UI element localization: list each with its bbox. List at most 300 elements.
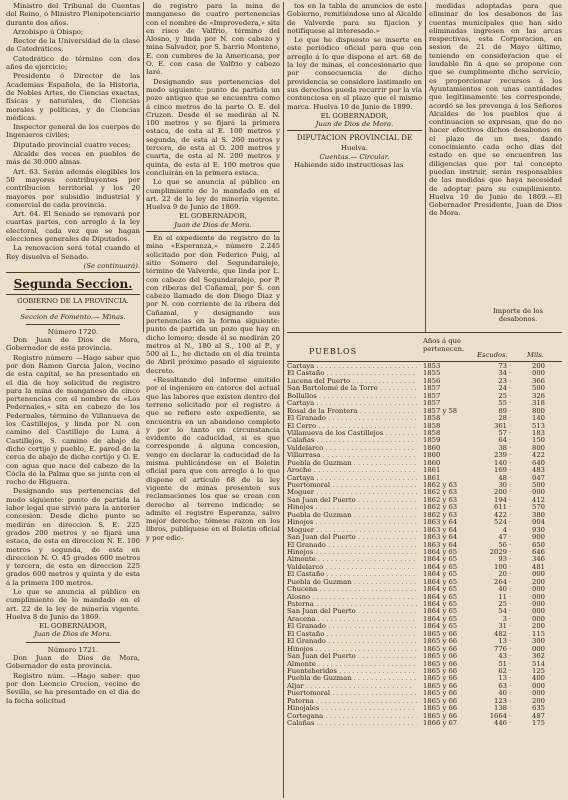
mils-cell: 000 (532, 585, 545, 594)
circular-line: Cuentas.— Circular. (319, 152, 390, 161)
leader-dot: · (509, 629, 512, 638)
signer-name: Juan de Dios de Mora. (174, 220, 252, 229)
pueblo-cell: Puebla de Guzman . . . (287, 512, 417, 519)
pueblo-cell: Almonte . . . (287, 661, 417, 668)
table-header (287, 307, 562, 362)
pueblo-cell: Cartaya . . . (287, 363, 417, 370)
column-rule (143, 2, 144, 332)
paragraph: Lo que se anuncia al público en cumplimiento de lo mandado en el art. 22 de la ley de minería vigente. Huelva 8 de Junio de 1869. (6, 588, 140, 621)
pueblo-cell: Hinojos . . . (287, 519, 417, 526)
escudos-cell: 40 (498, 585, 507, 594)
year-cell: 1858 (423, 430, 467, 437)
escudos-cell: 40 (498, 689, 507, 698)
mils-cell: 000 (532, 614, 545, 623)
divider (146, 231, 280, 232)
leader-dot: · (509, 414, 512, 423)
pueblo-cell: Villarrasa . . . (287, 452, 417, 459)
pueblo-cell: San Bartolomé de la Torre . . . (287, 385, 417, 392)
paragraph: Designando sus pertenencias del modo siguiente: punto de partida la labor legal que sirvió para la anterior concesion. Desde dicho punto se medirán en direccion S. E. 225 grados 200 metros y se fijará una estaca, de esta en direccion N. E. 100 metros y segunda, de esta en direccion N. O. 45 grados 600 metros y tercera, de esta en direccion 225 grados 600 metros y quinta y de esta á la primera 100 metros. (6, 487, 140, 587)
paragraph: «Resultando del informe emitido por el ingeniero en catorce del actual que las labores que existen dentro del terreno solicitado por el registro á que se refiere este expediente, se encuentra en un abandono completo y por lo tanto en circunstancia evidente de caducidad, si es que corresponde á alguna concesion, vengo en declarar la caducidad de la misma publicándose en el Boletin oficial para que con arreglo á lo que dispone el artículo 68 de la ley vigente de minas presenten sus reclamaciones los que se crean con derecho al terreno indicado; se admite el registro Esperanza, salvo mejor derecho; tómese razon en los libros, publíquese en el Boletin oficial y por edic- (146, 376, 280, 542)
paragraph: Arzobispo ú Obispo; (13, 27, 84, 36)
table-body (287, 363, 562, 727)
signer-title: EL GOBERNADOR, (39, 622, 107, 631)
section-title: Segunda Seccion. (13, 277, 133, 292)
year-cell: 1865 y 66 (423, 631, 467, 638)
paragraph: Presidente ó Director de las Academias Española, de la Historia, de Nobles Artes, de Ciencias exactas, físicas y naturales, de Ciencias morales y políticas, y de Ciencias médicas. (6, 72, 140, 122)
leader-dot: · (509, 659, 512, 668)
mils-cell: 800 (532, 406, 545, 415)
leader-dot: · (509, 399, 512, 408)
paragraph: Diputado provincial cuatro veces; (13, 140, 131, 149)
leader-dot: · (509, 533, 512, 542)
year-cell: 1865 y 66 (423, 638, 467, 645)
escudos-cell: 73 (498, 362, 507, 370)
paragraph: En el expediente de registro de la mina «Esperanza,» número 2.245 solicitado por don Federico Puig, al sitio Somero del Segundaralejo, término de Valverde, que linda por L. con cabezo del Segundaralejo, por P. con riberas del Cañamal, por S. con cabezo llamado de don Diego Diaz y por N. con corriente de la ribera del Cañamal, y designando sus pertenencias en la forma siguiente: punto de partida un pozo que hay en dicho lomero; desde él se medirán 20 metros al N., 180 al S., 100 al P., y 500 al L., he dictado en el dia treinta de Abril próximo pasado el siguiente decreto. (146, 234, 280, 375)
year-cell: 1864 y 65 (423, 564, 467, 571)
escudos-cell: 446 (494, 719, 507, 727)
escudos-cell: 140 (494, 458, 507, 467)
escudos-cell: 93 (498, 555, 507, 564)
paragraph: Don Juan de Dios de Mora, Gobernador de esta provincia. (6, 336, 140, 353)
pueblo-cell: Aracena . . . (287, 616, 417, 623)
diputacion-subheading: Huelva. (341, 144, 368, 153)
escudos-cell: 43 (498, 652, 507, 661)
header-escudos: Escudos. (477, 351, 508, 359)
year-cell: 1863 y 64 (423, 542, 467, 549)
mils-cell: 514 (532, 659, 545, 668)
escudos-cell: 55 (498, 399, 507, 408)
escudos-cell: 200 (494, 488, 507, 497)
mils-cell: 900 (532, 533, 545, 542)
pueblo-cell: San Juan del Puerto . . . (287, 497, 417, 504)
mils-cell: 412 (532, 495, 545, 504)
mils-cell: 300 (532, 637, 545, 646)
pueblo-cell: San Juan del Puerto . . . (287, 653, 417, 660)
leader-dot: · (509, 607, 512, 616)
escudos-cell: 34 (498, 369, 507, 378)
escudos-cell: 48 (498, 473, 507, 482)
leader-dot: · (509, 592, 512, 601)
pueblo-cell: Bollullos . . . (287, 393, 417, 400)
pueblo-cell: Hinojos . . . (287, 549, 417, 556)
escudos-cell: 123 (494, 696, 507, 705)
pueblo-cell: Rosal de la Frontera . . . (287, 408, 417, 415)
escudos-cell: 28 (498, 414, 507, 423)
year-cell: 1857 (423, 400, 467, 407)
mils-cell: 200 (532, 577, 545, 586)
pueblo-cell: Hinojales . . . (287, 705, 417, 712)
column-1 (6, 2, 140, 798)
pueblo-cell: El Cerro . . . (287, 423, 417, 430)
pueblo-cell: Moguer . . . (287, 489, 417, 496)
leader-dot: · (509, 362, 512, 370)
escudos-cell: 47 (498, 533, 507, 542)
year-cell: 1866 y 67 (423, 720, 467, 727)
year-cell: 1863 y 64 (423, 534, 467, 541)
year-cell: 1858 (423, 423, 467, 430)
table-row (287, 720, 562, 727)
mils-cell: 380 (532, 510, 545, 519)
mils-cell: 318 (532, 399, 545, 408)
column-2 (146, 2, 280, 798)
leader-dot: · (509, 666, 512, 675)
leader-dot: · (509, 696, 512, 705)
mils-cell: 200 (532, 362, 545, 370)
year-cell: 1865 y 66 (423, 661, 467, 668)
mils-cell: 487 (532, 711, 545, 720)
year-cell: 1865 y 66 (423, 713, 467, 720)
escudos-cell: 56 (498, 540, 507, 549)
leader-dot: · (509, 570, 512, 579)
pueblo-cell: San Juan del Puerto . . . (287, 534, 417, 541)
mils-cell: 000 (532, 681, 545, 690)
escudos-cell: 54 (498, 607, 507, 616)
leader-dot: · (509, 540, 512, 549)
paragraph: Rector de la Universidad de la clase de Catedráticos. (6, 37, 140, 54)
paragraph: Catedrático de término con dos años de ejercicio; (6, 54, 140, 72)
mils-cell: 400 (532, 674, 545, 683)
header-importe: Importe de los desabonos. (492, 307, 544, 323)
year-cell: 1860 (423, 460, 467, 467)
leader-dot: · (509, 406, 512, 415)
signer-name: Juan de Dios de Mora. (34, 630, 112, 639)
leader-dot: · (509, 555, 512, 564)
year-cell: 1860 (423, 445, 467, 452)
year-cell: 1865 y 66 (423, 675, 467, 682)
paragraph: Lo que se anuncia al público en cumplimiento de lo mandado en el art. 22 de la ley de minería vigente. Huelva 9 de Junio de 1869. (146, 178, 280, 212)
escudos-cell: 63 (498, 681, 507, 690)
escudos-cell: 20 (498, 570, 507, 579)
pueblo-cell: Aroche . . . (287, 467, 417, 474)
mils-cell: 000 (532, 570, 545, 579)
escudos-cell: 3 (502, 614, 507, 623)
year-cell: 1865 y 66 (423, 646, 467, 653)
year-cell: 1864 y 65 (423, 556, 467, 563)
year-cell: 1865 y 66 (423, 698, 467, 705)
year-cell: 1855 (423, 370, 467, 377)
escudos-cell: 62 (498, 666, 507, 675)
escudos-cell: 13 (498, 637, 507, 646)
paragraph: de registro para la mina de manganeso de cuatro pertenencias con el nombre de «Improvedera,» sita en risco de Valfrio, término del Alosno, y linda por N. con cabezo y mina Salvador, por S. barrio Monteno, E. con cumbres de la Americana, por O. E. con casa de Valfrio y cabezo Iaré. (146, 2, 280, 77)
mils-cell: 000 (532, 607, 545, 616)
year-cell: 1857 (423, 393, 467, 400)
escudos-cell: 169 (494, 466, 507, 475)
mils-cell: 346 (532, 555, 545, 564)
escudos-cell: 11 (498, 592, 507, 601)
year-cell: 1864 y 65 (423, 601, 467, 608)
pueblo-cell: El Castaño . . . (287, 370, 417, 377)
escudos-cell: 51 (498, 659, 507, 668)
mils-cell: 000 (532, 592, 545, 601)
leader-dot: · (509, 585, 512, 594)
year-cell: 1857 y 58 (423, 408, 467, 415)
leader-dot: · (509, 719, 512, 727)
circular-text: Habiendo sido instructiosas las (294, 161, 404, 170)
diputacion-heading: DIPUTACION PROVINCIAL DE (296, 133, 413, 143)
pueblo-cell: Cartaya . . . (287, 400, 417, 407)
pueblo-cell: Valdelarco . . . (287, 564, 417, 571)
mils-cell: 200 (532, 696, 545, 705)
leader-dot: · (509, 547, 512, 556)
year-cell: 1857 (423, 385, 467, 392)
mils-cell: 366 (532, 376, 545, 385)
paragraph: tos en la tabla de anuncios de este Gobierno, remitiéndose uno al Alcalde de Valverde para su fijacion y notifíquese al interesado.» (287, 2, 422, 35)
year-cell: 1864 y 65 (423, 616, 467, 623)
mils-cell: 513 (532, 421, 545, 430)
pueblo-cell: Almonte . . . (287, 556, 417, 563)
leader-dot: · (509, 577, 512, 586)
pueblo-cell: Hinojos . . . (287, 646, 417, 653)
year-cell: 1864 y 65 (423, 623, 467, 630)
year-cell: 1860 (423, 452, 467, 459)
newspaper-page (6, 2, 562, 798)
mils-cell: 115 (532, 629, 545, 638)
leader-dot: · (509, 704, 512, 713)
mils-cell: 200 (532, 622, 545, 631)
leader-dot: · (509, 376, 512, 385)
divider (6, 294, 140, 295)
escudos-cell: 30 (498, 481, 507, 489)
leader-dot: · (509, 510, 512, 519)
leader-dot: · (509, 451, 512, 460)
pueblo-cell: Cartaya . . . (287, 475, 417, 482)
pueblo-cell: Puebla de Guzman . . . (287, 460, 417, 467)
mils-cell: 000 (532, 600, 545, 608)
header-pueblos: PUEBLOS (309, 347, 358, 356)
pueblo-cell: El Granado . . . (287, 415, 417, 422)
year-cell: 1865 y 66 (423, 653, 467, 660)
mils-cell: 930 (532, 525, 545, 534)
pueblo-cell: Valdelarco . . . (287, 445, 417, 452)
year-cell: 1864 y 65 (423, 594, 467, 601)
leader-dot: · (509, 421, 512, 430)
escudos-cell: 31 (498, 622, 507, 631)
mils-cell: 175 (532, 719, 545, 727)
pueblo-cell: El Castaño . . . (287, 571, 417, 578)
paragraph: medidas adoptadas para que eliminar de los desabonos de las cuentas municipales que han sido eliminadas ingresen en las arcas respectivas, esta Corporacion, en sesion de 21 de Mayo último, teniendo en consideracion que el laudable fin á que se propone con que se cumplimente dicho servicio, es proporcionar recursos á los Ayuntamientos con unas cantidades que legítimamente les corresponde, acordó se les prevenga á los Señores Alcaldes de los pueblos que á continuacion se expresan, que de no hacer efectivos dichos desabonos en el plazo de un mes, dando conocimiento cada ocho dias del estado en que se encuentren las diligencias que por tal concepto puedan instruir, serán responsables de las medidas que haya necesidad de adoptar para su cumplimiento. Huelva 10 de Junio de 1869.—El Gobernador Presidente, Juan de Dios de Mora. (429, 2, 562, 218)
year-cell: 1858 (423, 415, 467, 422)
paragraph: Designando sus pertenencias del modo siguiente: punto de partida un pozo antiguo que se encuentra como á cinco metros de la parte O. E. del Cruzon. Desde él se medirán al N. 100 metros y se fijará la primera estaca, de esta al E. 100 metros y segunda, de esta al S. 260 metros y tercera, de esta al O. 200 metros y cuarta, de esta al N. 200 metros y quinta, de esta al E. 100 metros que concluirán en la primera estaca. (146, 77, 280, 177)
leader-dot: · (509, 443, 512, 452)
mils-cell: 004 (532, 518, 545, 527)
leader-dot: · (509, 384, 512, 393)
year-cell: 1863 y 64 (423, 519, 467, 526)
continuara-note: (Se continuará). (83, 261, 140, 270)
pueblo-cell: Lucena del Puerto . . . (287, 378, 417, 385)
year-cell: 1864 y 65 (423, 586, 467, 593)
year-cell: 1865 y 66 (423, 683, 467, 690)
signer-title: EL GOBERNADOR, (320, 111, 389, 120)
paragraph: Don Juan de Dios de Mora, Gobernador de esta provincia. (6, 654, 140, 671)
year-cell: 1865 y 66 (423, 668, 467, 675)
paragraph: Ministro del Tribunal de Cuentas del Reino, ó Ministro Plenipotenciario durante dos años. (6, 2, 140, 27)
leader-dot: · (509, 614, 512, 623)
escudos-cell: 25 (498, 600, 507, 608)
column-3 (287, 2, 422, 332)
paragraph: La renovacion será total cuando el Rey disuelva el Senado. (6, 244, 140, 261)
leader-dot: · (509, 428, 512, 437)
escudos-cell: 422 (494, 510, 507, 519)
divider (6, 272, 140, 273)
escudos-cell: 24 (498, 384, 507, 393)
escudos-cell: 23 (498, 376, 507, 385)
mils-cell: 800 (532, 443, 545, 452)
pueblo-cell: Calañas . . . (287, 720, 417, 727)
year-cell: 1853 (423, 363, 467, 370)
pueblo-cell: Moguer . . . (287, 527, 417, 534)
mils-cell: 000 (532, 644, 545, 653)
desabonos-table (287, 307, 562, 798)
paragraph: Registro núm. —Hago saber: que por don Leoncio Crocion, vecino de Sevilla, se ha presentado en el dia de la fecha solicitud (6, 671, 140, 705)
pueblo-cell: Paterna . . . (287, 698, 417, 705)
paragraph: Alcalde dos veces en pueblos de más de 30.000 almas. (6, 150, 140, 167)
mils-cell: 500 (532, 481, 545, 489)
pueblo-cell: Alosno . . . (287, 594, 417, 601)
year-cell: 1864 y 65 (423, 571, 467, 578)
seccion-fomento-heading: Seccion de Fomento.— Minas. (20, 312, 126, 321)
year-cell: 1862 y 63 (423, 512, 467, 519)
leader-dot: · (509, 562, 512, 571)
year-cell: 1863 y 64 (423, 527, 467, 534)
mils-cell: 150 (532, 436, 545, 445)
year-cell: 1864 y 65 (423, 579, 467, 586)
escudos-cell: 194 (494, 495, 507, 504)
pueblo-cell: Puertomoral . . . (287, 482, 417, 489)
escudos-cell: 361 (494, 421, 507, 430)
pueblo-cell: Hinojos . . . (287, 504, 417, 511)
leader-dot: · (509, 681, 512, 690)
escudos-cell: 13 (498, 674, 507, 683)
escudos-cell: 1664 (489, 711, 507, 720)
mils-cell: 483 (532, 466, 545, 475)
pueblo-cell: Calañas . . . (287, 437, 417, 444)
year-cell: 1864 y 65 (423, 608, 467, 615)
numero-1721: Número 1721. (47, 645, 99, 654)
escudos-cell: 611 (494, 503, 507, 512)
column-rule (425, 2, 426, 332)
leader-dot: · (509, 369, 512, 378)
year-cell: 1862 y 63 (423, 482, 467, 489)
paragraph: Art. 64. El Senado se renovará por cuartas partes, con arreglo á la ley electoral, cada vez que se hagan elecciones generales de Diputados. (6, 210, 140, 244)
mils-cell: 183 (532, 428, 545, 437)
year-cell: 1861 (423, 467, 467, 474)
pueblo-cell: Puebla de Guzman . . . (287, 675, 417, 682)
leader-dot: · (509, 391, 512, 400)
escudos-cell: 776 (494, 644, 507, 653)
leader-dot: · (509, 488, 512, 497)
leader-dot: · (509, 525, 512, 534)
pueblo-cell: Villanueva de los Castillejos . . . (287, 430, 417, 437)
mils-cell: 047 (532, 473, 545, 482)
short-rule (26, 309, 120, 310)
pueblo-cell: San Juan del Puerto . . . (287, 608, 417, 615)
leader-dot: · (509, 711, 512, 720)
mils-cell: 650 (532, 540, 545, 549)
pueblo-cell: El Granado . . . (287, 542, 417, 549)
leader-dot: · (509, 637, 512, 646)
header-anos: Años á que pertenecen. (423, 337, 465, 353)
mils-cell: 000 (532, 488, 545, 497)
mils-cell: 140 (532, 414, 545, 423)
year-cell: 1856 (423, 378, 467, 385)
leader-dot: · (509, 600, 512, 608)
escudos-cell: 57 (498, 428, 507, 437)
pueblo-cell: Puertomoral . . . (287, 690, 417, 697)
divider (287, 130, 422, 131)
mils-cell: 362 (532, 652, 545, 661)
leader-dot: · (509, 622, 512, 631)
year-cell: 1862 y 63 (423, 497, 467, 504)
pueblo-cell: El Castaño . . . (287, 631, 417, 638)
pueblo-cell: Chucena . . . (287, 586, 417, 593)
column-rule (283, 2, 284, 798)
pueblo-cell: El Granado . . . (287, 623, 417, 630)
escudos-cell: 38 (498, 443, 507, 452)
mils-cell: 481 (532, 562, 545, 571)
short-rule (26, 324, 120, 325)
signer-name: Juan de Dios de Mora. (315, 120, 394, 129)
column-4 (429, 2, 562, 332)
pueblo-cell: Fuenteheridos . . . (287, 668, 417, 675)
escudos-cell: 524 (494, 518, 507, 527)
year-cell: 1862 y 63 (423, 489, 467, 496)
mils-cell: 000 (532, 689, 545, 698)
leader-dot: · (509, 689, 512, 698)
gobierno-heading: GOBIERNO DE LA PROVINCIA. (17, 297, 129, 306)
pueblo-cell: El Granado . . . (287, 638, 417, 645)
escudos-cell: 64 (498, 436, 507, 445)
mils-cell: 422 (532, 451, 545, 460)
mils-cell: 125 (532, 666, 545, 675)
mils-cell: 000 (532, 369, 545, 378)
leader-dot: · (509, 466, 512, 475)
signer-title: EL GOBERNADOR, (179, 212, 247, 221)
mils-cell: 635 (532, 704, 545, 713)
escudos-cell: 4 (502, 525, 507, 534)
escudos-cell: 25 (498, 391, 507, 400)
pueblo-cell: Cortegana . . . (287, 713, 417, 720)
year-cell: 1865 y 66 (423, 690, 467, 697)
leader-dot: · (509, 674, 512, 683)
year-cell: 1865 y 66 (423, 705, 467, 712)
pueblo-cell: Paterna . . . (287, 601, 417, 608)
escudos-cell: 239 (494, 451, 507, 460)
escudos-cell: 264 (494, 577, 507, 586)
numero-1720: Número 1720. (47, 327, 99, 336)
year-cell: 1859 (423, 437, 467, 444)
mils-cell: 640 (532, 458, 545, 467)
leader-dot: · (509, 458, 512, 467)
leader-dot: · (509, 644, 512, 653)
short-rule (26, 642, 120, 643)
pueblo-cell: Aljar . . . (287, 683, 417, 690)
leader-dot: · (509, 503, 512, 512)
mils-cell: 326 (532, 391, 545, 400)
year-cell: 1864 y 65 (423, 549, 467, 556)
paragraph: Lo que he dispuesto se inserte en este periódico oficial para que con arreglo á lo que dispone el art. 68 de la ley de minas, el concesionario que por consecuencia de dicho providencia se considere lastimado en sus derechos pueda recurrir por la vía contenciosa en el plazo que el mismo marca. Huelva 10 de Junio de 1899. (287, 36, 422, 111)
paragraph: Art. 63. Serán además elegibles los 50 mayores contribuyentes por contribucion territorial y los 20 mayores por subsidio industrial y comercial de cada provincia. (6, 167, 140, 209)
escudos-cell: 2029 (489, 547, 507, 556)
leader-dot: · (509, 495, 512, 504)
mils-cell: 570 (532, 503, 545, 512)
year-cell: 1862 y 63 (423, 504, 467, 511)
escudos-cell: 89 (498, 406, 507, 415)
paragraph: Registro número —Hago saber que por don Ramon Garcia Jalon, vecino de esta capital, se ha presentado en el dia de hoy solicitud de registro para la mina de manganeso de cinco pertenencias con el nombre de «Los Pedernales,» sita en cabezo de los Pedernales, término de Villanueva de los Castillejos, y linda por N. con camino del Castillejo de Luna á Castillejos, S. camino de abajo de dicho cortijo y pueblo, E. pared de la cerca de abajo de dicho cortijo y O. E. con agua que nace del cabezo de la Cócla de la Palma que se junta con el rocho de Higuera. (6, 353, 140, 487)
mils-cell: 646 (532, 547, 545, 556)
leader-dot: · (509, 481, 512, 489)
paragraph: Inspector general de los cuerpos de Ingenieros civiles; (6, 123, 140, 140)
mils-cell: 500 (532, 384, 545, 393)
